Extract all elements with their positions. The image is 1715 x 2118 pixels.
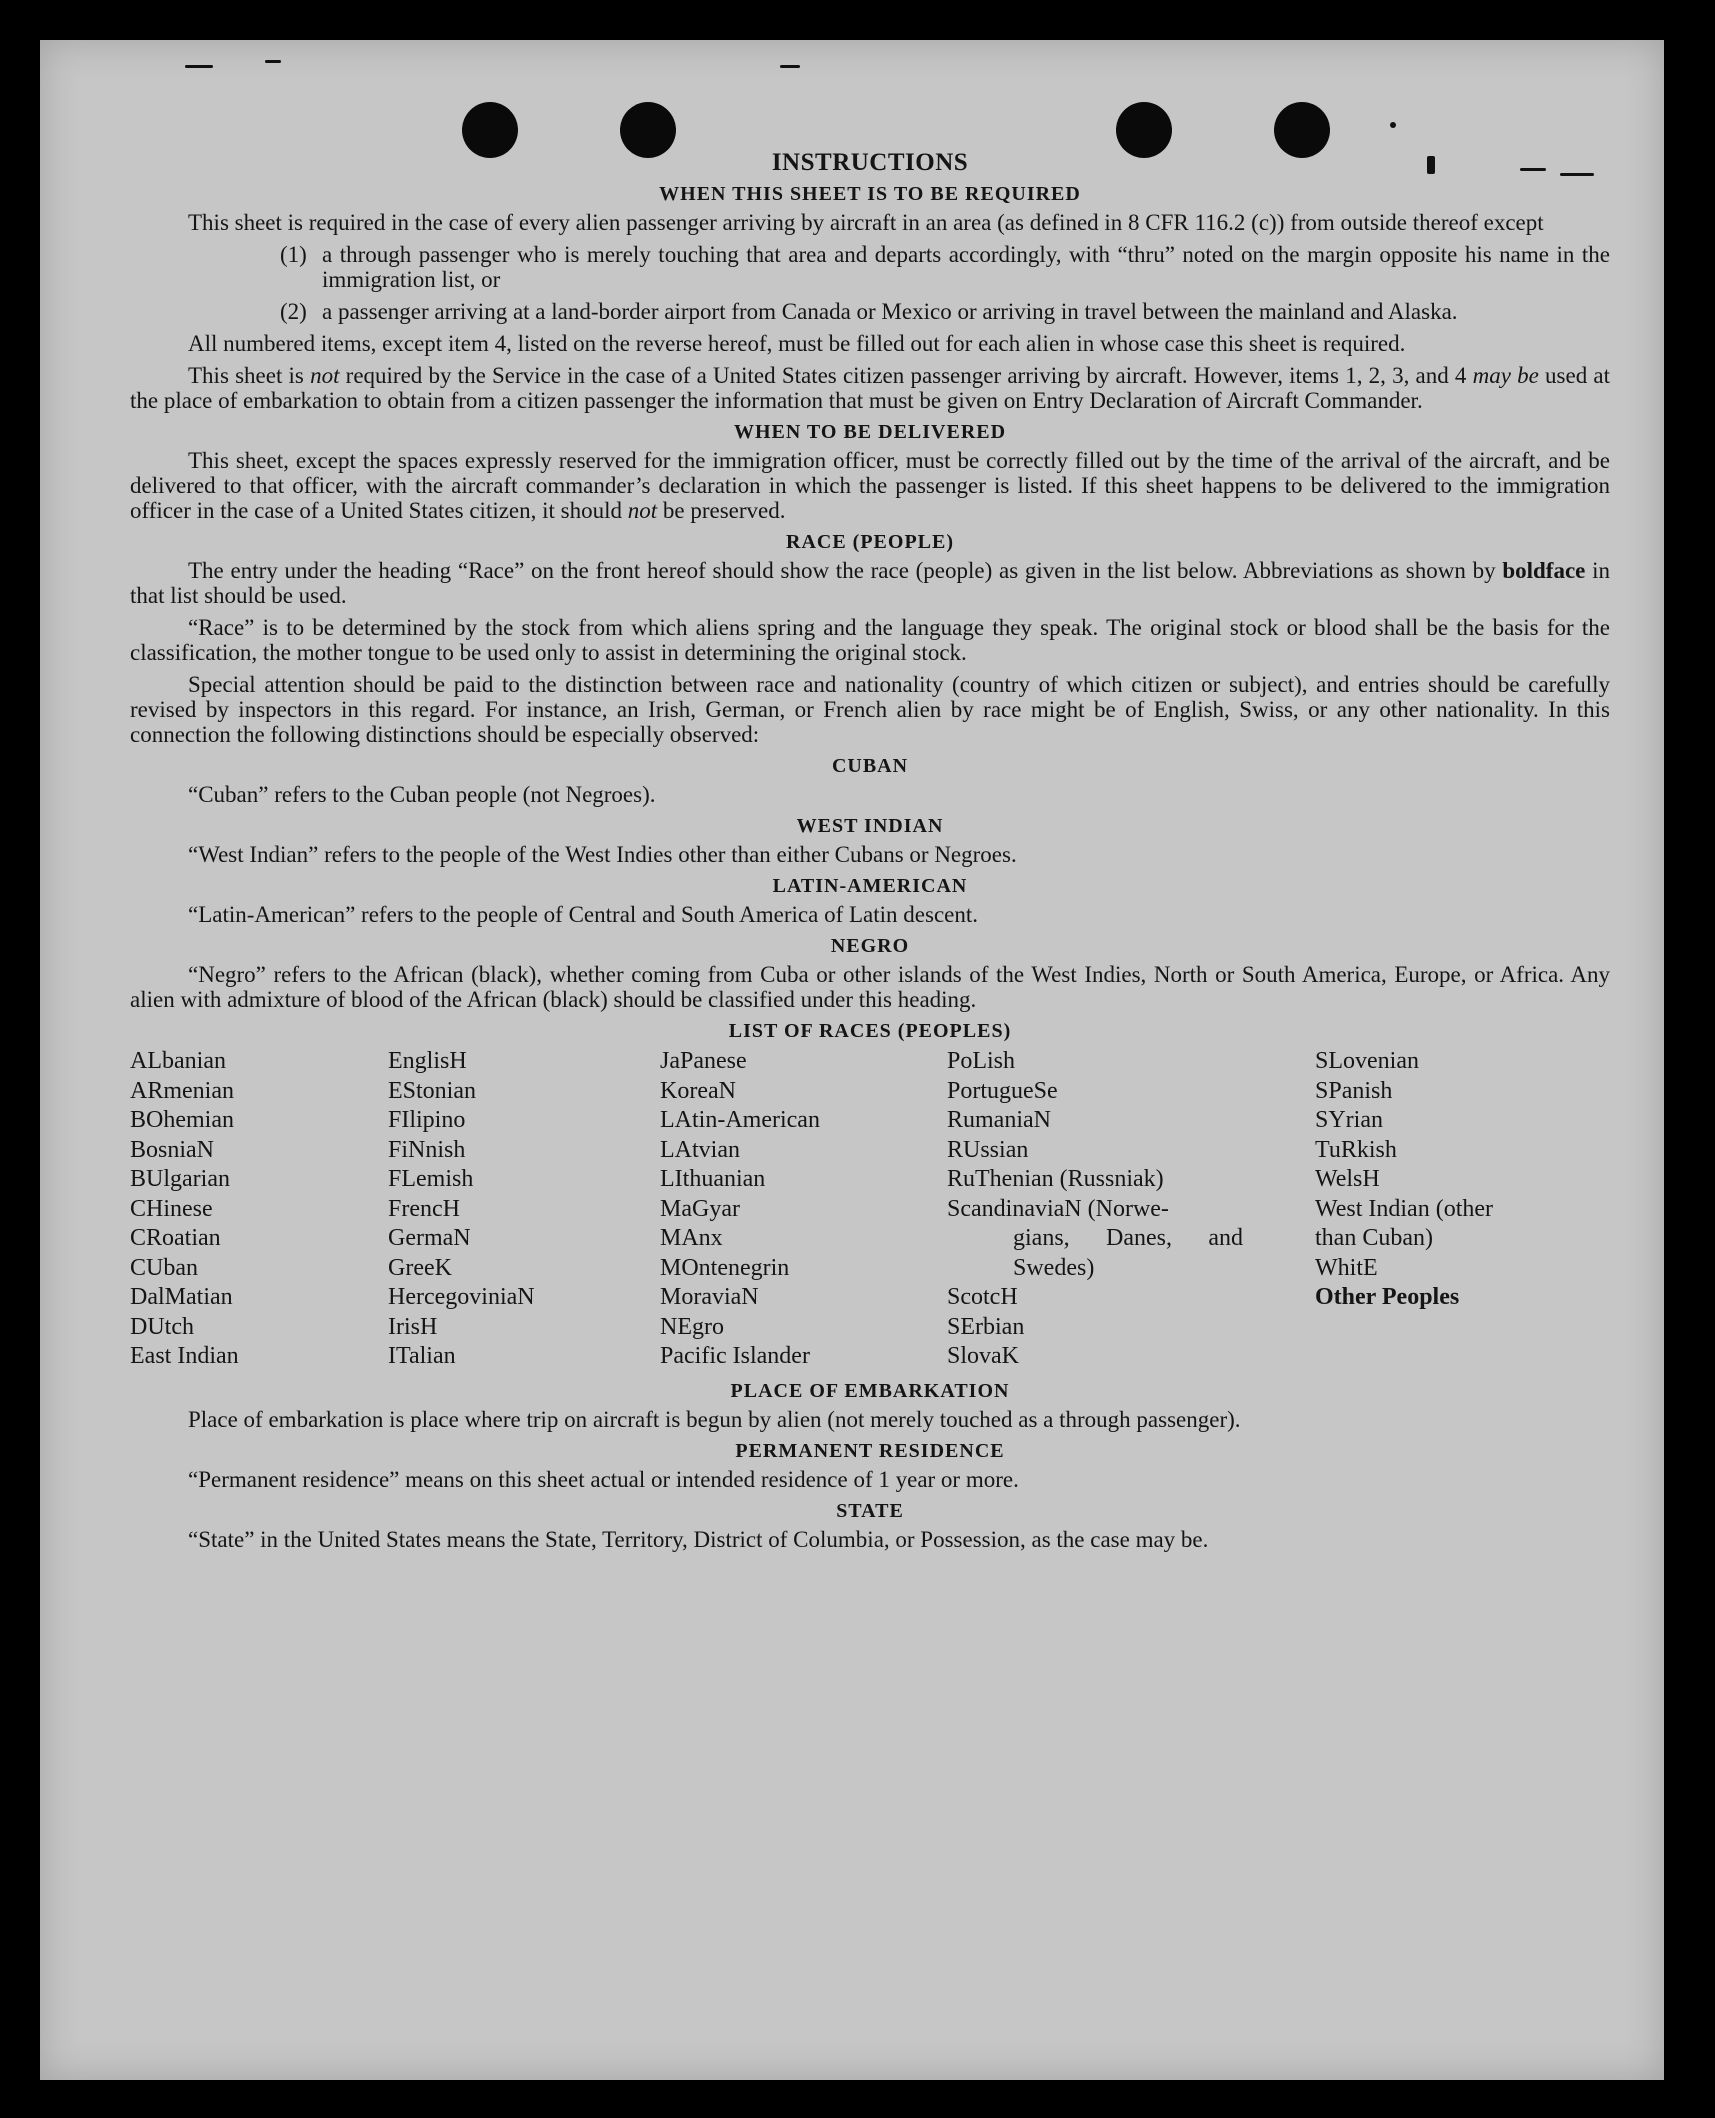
race-item-continued: than Cuban)	[1315, 1225, 1433, 1251]
race-item: SlovaK	[947, 1343, 1019, 1369]
race-item: SLovenian	[1315, 1048, 1419, 1074]
instructions-content	[130, 150, 1610, 1559]
paragraph	[130, 363, 1610, 413]
text-bold: boldface	[1502, 558, 1586, 583]
race-item: FLemish	[388, 1166, 474, 1192]
paragraph: Special attention should be paid to the distinction between race and nationality (country of which citizen or subject), and entries should be carefully revised by inspectors in this regard. For instance, an Irish, German, or French alien by race might be of English, Swiss, or any other nationality. In this connection the following distinctions should be especially observed:	[130, 672, 1610, 747]
race-item: BOhemian	[130, 1107, 234, 1133]
text: in that list should be used.	[130, 558, 1611, 608]
item-number: (2)	[280, 299, 307, 324]
race-item: FIlipino	[388, 1107, 466, 1133]
item-number: (1)	[280, 242, 307, 267]
race-column	[130, 1047, 388, 1372]
race-item: HercegoviniaN	[388, 1284, 535, 1310]
section-heading: LATIN-AMERICAN	[772, 875, 968, 897]
stray-mark	[780, 65, 800, 68]
paragraph: “Race” is to be determined by the stock from which aliens spring and the language they speak. The original stock or blood shall be the basis for the classification, the mother tongue to be used only to assist in determining the original stock.	[130, 615, 1610, 665]
paragraph: “Latin-American” refers to the people of Central and South America of Latin descent.	[188, 902, 978, 927]
race-item: DUtch	[130, 1313, 194, 1340]
race-item: East Indian	[130, 1343, 239, 1369]
race-item: RuThenian (Russniak)	[947, 1166, 1164, 1192]
race-item: KoreaN	[660, 1077, 736, 1104]
race-item: GreeK	[388, 1254, 452, 1281]
text: This sheet is	[188, 363, 311, 388]
race-list	[130, 1047, 1610, 1372]
race-item: RUssian	[947, 1136, 1029, 1163]
list-item	[280, 242, 1610, 292]
text: be preserved.	[657, 498, 786, 523]
race-item: JaPanese	[660, 1048, 747, 1074]
race-item: DalMatian	[130, 1284, 233, 1310]
item-text: a passenger arriving at a land-border airport from Canada or Mexico or arriving in travel between the mainland and Alaska.	[322, 299, 1458, 324]
race-item: FrencH	[388, 1195, 460, 1222]
paragraph: All numbered items, except item 4, listed on the reverse hereof, must be filled out for each alien in whose case this sheet is required.	[188, 331, 1406, 356]
race-item: WhitE	[1315, 1254, 1378, 1281]
race-item: LAtvian	[660, 1136, 740, 1163]
race-item: ScandinaviaN (Norwe-	[947, 1195, 1169, 1222]
race-item: MAnx	[660, 1225, 723, 1251]
section-heading: STATE	[836, 1499, 904, 1522]
item-text: a through passenger who is merely touching that area and departs accordingly, with “thru” noted on the margin opposite his name in the immigration list, or	[322, 242, 1610, 292]
document-sheet	[40, 40, 1664, 2080]
race-item: MOntenegrin	[660, 1254, 790, 1281]
race-item: TuRkish	[1315, 1136, 1397, 1163]
text: required by the Service in the case of a United States citizen passenger arriving by aircraft. However, items 1, 2, 3, and 4	[339, 363, 1473, 388]
race-item: SErbian	[947, 1313, 1025, 1340]
section-heading: WHEN TO BE DELIVERED	[733, 421, 1007, 443]
race-item: MaGyar	[660, 1195, 740, 1222]
text-italic: not	[310, 363, 340, 388]
section-heading: WEST INDIAN	[796, 815, 944, 837]
section-heading: NEGRO	[830, 935, 910, 957]
race-item: West Indian (other	[1315, 1195, 1494, 1222]
race-item: BosniaN	[130, 1136, 214, 1163]
section-heading: PLACE OF EMBARKATION	[730, 1379, 1010, 1402]
paragraph: “State” in the United States means the State, Territory, District of Columbia, or Possession, as the case may be.	[188, 1526, 1209, 1552]
race-item: ITalian	[388, 1343, 456, 1369]
race-column	[388, 1047, 660, 1372]
race-item: WelsH	[1315, 1166, 1380, 1192]
section-heading: PERMANENT RESIDENCE	[735, 1439, 1005, 1462]
race-item: GermaN	[388, 1225, 471, 1251]
race-item: EStonian	[388, 1077, 476, 1104]
section-heading: RACE (PEOPLE)	[786, 531, 954, 553]
race-column	[660, 1047, 947, 1372]
race-item: LAtin-American	[660, 1107, 820, 1133]
race-item: SPanish	[1315, 1077, 1393, 1104]
race-item: CRoatian	[130, 1225, 221, 1251]
race-item: Pacific Islander	[660, 1343, 810, 1369]
section-heading: LIST OF RACES (PEOPLES)	[728, 1020, 1012, 1042]
section-heading: WHEN THIS SHEET IS TO BE REQUIRED	[659, 183, 1081, 205]
paragraph: “Permanent residence” means on this sheet actual or intended residence of 1 year or more.	[188, 1466, 1019, 1492]
paragraph	[130, 558, 1610, 608]
race-item-continued: Swedes)	[1013, 1254, 1095, 1281]
paragraph: Place of embarkation is place where trip on aircraft is begun by alien (not merely touched as a through passenger).	[188, 1406, 1241, 1432]
text: used at the place of embarkation to obtain from a citizen passenger the information that must be given on Entry Declaration of Aircraft Commander.	[130, 363, 1611, 413]
race-item: MoraviaN	[660, 1284, 759, 1310]
race-item: SYrian	[1315, 1107, 1383, 1133]
list-item	[280, 299, 1610, 324]
text-italic: not	[627, 498, 658, 523]
race-item: BUlgarian	[130, 1166, 230, 1192]
race-item: FiNnish	[388, 1136, 466, 1163]
text: The entry under the heading “Race” on the front hereof should show the race (people) as given in the list below. Abbreviations as shown by	[188, 558, 1503, 583]
race-item: EnglisH	[388, 1048, 467, 1074]
paragraph: “West Indian” refers to the people of the West Indies other than either Cubans or Negroes.	[188, 842, 1017, 867]
stray-mark	[185, 65, 213, 68]
race-item: ALbanian	[130, 1048, 226, 1074]
paragraph: “Cuban” refers to the Cuban people (not Negroes).	[188, 782, 656, 807]
race-item: NEgro	[660, 1313, 724, 1340]
paragraph	[130, 448, 1610, 523]
race-item: ARmenian	[130, 1077, 234, 1104]
race-item: CUban	[130, 1254, 198, 1281]
text-italic: may be	[1472, 363, 1539, 388]
paragraph: “Negro” refers to the African (black), whether coming from Cuba or other islands of the West Indies, North or South America, Europe, or Africa. Any alien with admixture of blood of the African (black) should be classified under this heading.	[130, 962, 1610, 1012]
stray-mark	[1390, 122, 1396, 128]
race-column	[1315, 1047, 1605, 1372]
race-item: CHinese	[130, 1195, 213, 1222]
race-item: LIthuanian	[660, 1166, 766, 1192]
race-item: IrisH	[388, 1313, 438, 1340]
text: This sheet, except the spaces expressly reserved for the immigration officer, must be correctly filled out by the time of the arrival of the aircraft, and be delivered to that officer, with the aircraft commander’s declaration in which the passenger is listed. If this sheet happens to be delivered to the immigration officer in the case of a United States citizen, it should	[130, 448, 1610, 523]
race-item-continued: gians, Danes, and	[1013, 1225, 1243, 1251]
race-item: RumaniaN	[947, 1107, 1051, 1133]
race-item: Other Peoples	[1315, 1284, 1460, 1310]
stray-mark	[265, 60, 281, 63]
section-heading: CUBAN	[831, 755, 909, 777]
race-item: PortugueSe	[947, 1077, 1058, 1104]
paragraph: This sheet is required in the case of every alien passenger arriving by aircraft in an area (as defined in 8 CFR 116.2 (c)) from outside thereof except	[188, 210, 1544, 235]
race-item: PoLish	[947, 1048, 1016, 1074]
race-column	[947, 1047, 1315, 1372]
page-title: INSTRUCTIONS	[771, 149, 969, 176]
race-item: ScotcH	[947, 1284, 1018, 1310]
